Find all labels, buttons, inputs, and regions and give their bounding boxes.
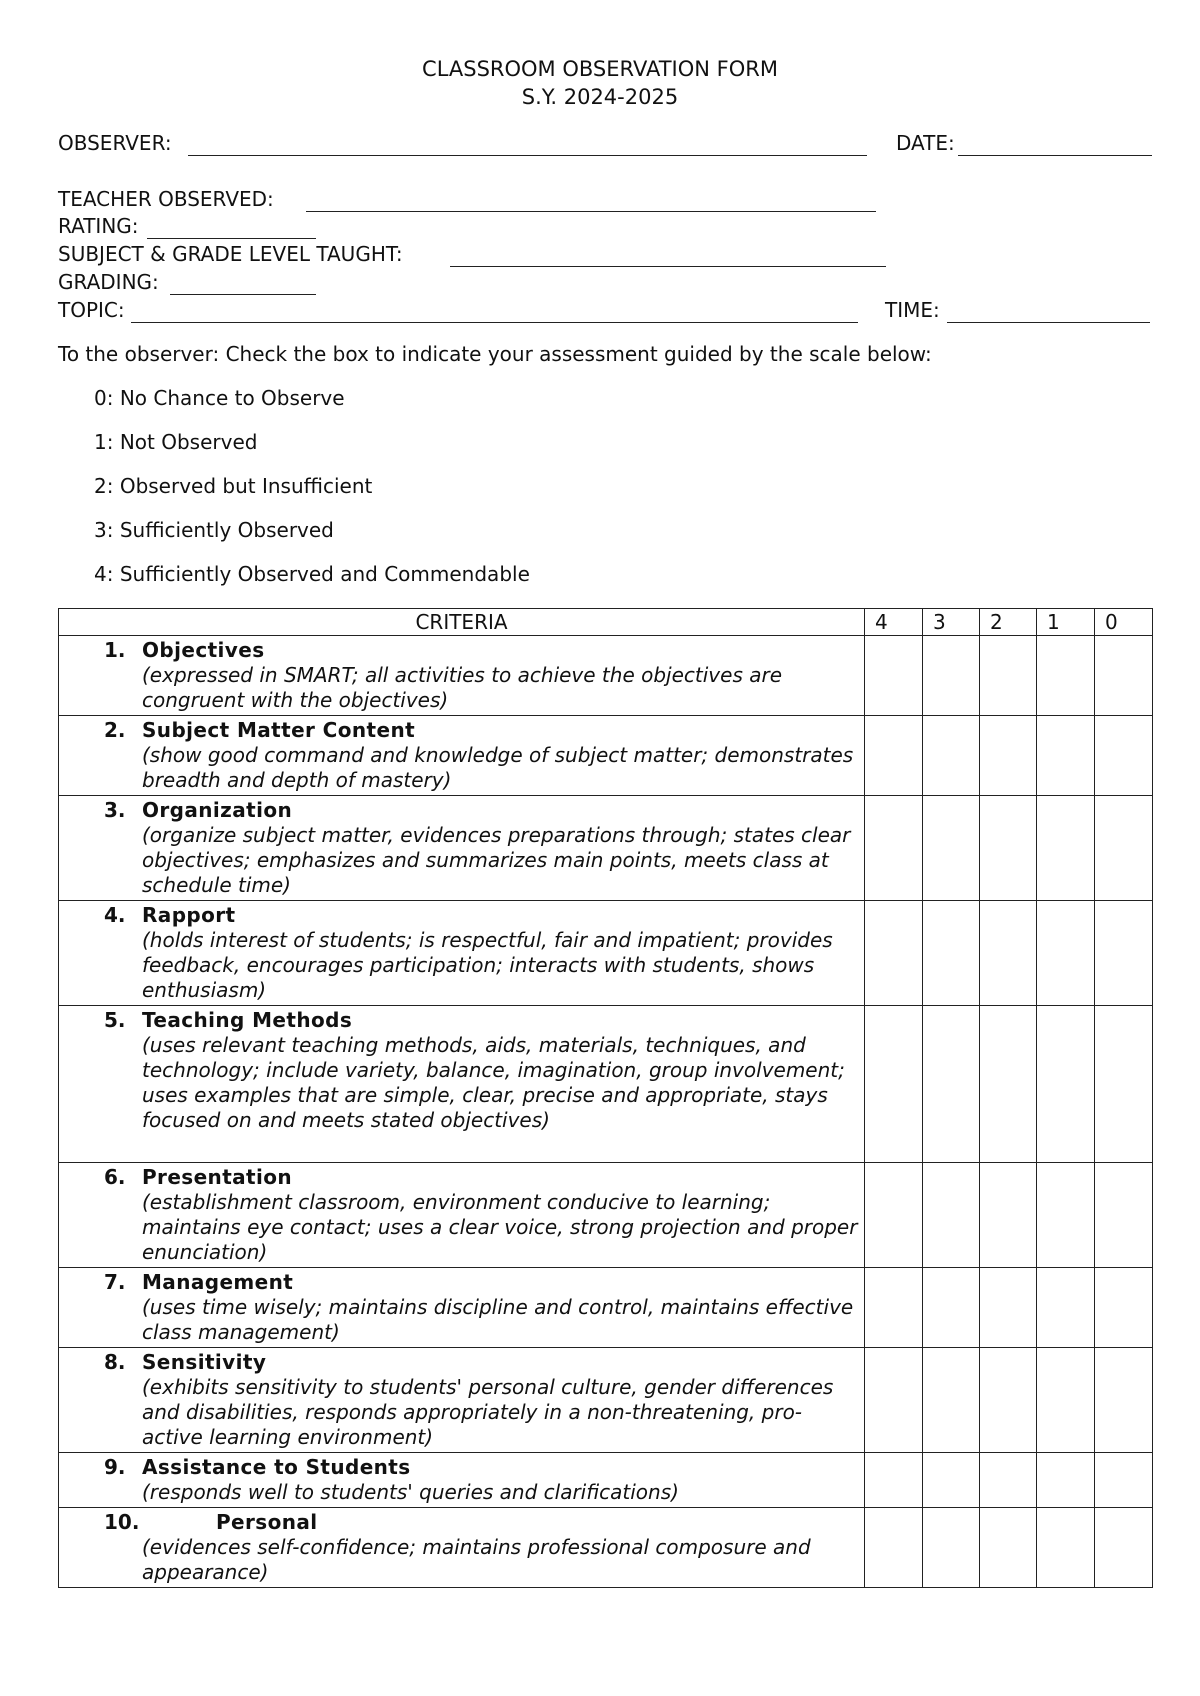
score-checkbox-4[interactable] [865,1348,923,1453]
criteria-row [59,1508,1153,1588]
score-checkbox-2[interactable] [980,1268,1037,1348]
criterion-description: (exhibits sensitivity to students' personal culture, gender differences and disabilities, responds appropriately in a non-threatening, pro-active learning environment) [142,1375,834,1449]
criterion-name: Objectives [142,638,265,662]
criteria-row [59,796,1153,901]
criteria-row [59,1163,1153,1268]
criterion-number: 9. [104,1455,126,1479]
topic-field[interactable] [131,322,858,323]
score-checkbox-4[interactable] [865,901,923,1006]
criterion-name: Organization [142,798,293,822]
score-checkbox-3[interactable] [923,796,980,901]
score-checkbox-4[interactable] [865,1453,923,1508]
score-checkbox-1[interactable] [1037,1508,1095,1588]
criterion-number: 6. [104,1165,126,1189]
grading-label: GRADING: [58,270,159,294]
score-checkbox-4[interactable] [865,1508,923,1588]
criterion-description: (uses time wisely; maintains discipline and control, maintains effective class management) [142,1295,854,1344]
score-checkbox-0[interactable] [1095,901,1153,1006]
criteria-row [59,1453,1153,1508]
criterion-name: Sensitivity [142,1350,267,1374]
grading-field[interactable] [170,294,316,295]
teacher-observed-field[interactable] [306,211,876,212]
score-checkbox-4[interactable] [865,1006,923,1163]
score-checkbox-2[interactable] [980,1508,1037,1588]
instructions-text: To the observer: Check the box to indicate your assessment guided by the scale below: [58,342,932,366]
school-year: S.Y. 2024-2025 [521,85,679,109]
score-checkbox-2[interactable] [980,1348,1037,1453]
criterion-cell [59,1453,865,1508]
teacher-observed-label: TEACHER OBSERVED: [58,187,274,211]
criterion-number: 7. [104,1270,126,1294]
score-checkbox-1[interactable] [1037,716,1095,796]
score-checkbox-2[interactable] [980,716,1037,796]
score-checkbox-3[interactable] [923,901,980,1006]
criterion-cell [59,636,865,716]
criterion-cell [59,901,865,1006]
criterion-name: Presentation [142,1165,293,1189]
scale-item: 3: Sufficiently Observed [94,518,334,542]
criteria-row [59,636,1153,716]
criterion-cell [59,1006,865,1163]
criteria-header: CRITERIA [59,609,865,636]
score-checkbox-3[interactable] [923,1508,980,1588]
scale-item: 1: Not Observed [94,430,258,454]
score-header-2: 2 [980,609,1037,636]
criterion-description: (evidences self-confidence; maintains professional composure and appearance) [142,1535,811,1584]
criterion-number: 10. [104,1510,140,1534]
score-header-1: 1 [1037,609,1095,636]
score-checkbox-1[interactable] [1037,796,1095,901]
criterion-name: Teaching Methods [142,1008,353,1032]
time-label: TIME: [885,298,940,322]
score-checkbox-1[interactable] [1037,1268,1095,1348]
date-field[interactable] [958,155,1152,156]
score-checkbox-2[interactable] [980,1006,1037,1163]
score-checkbox-1[interactable] [1037,901,1095,1006]
criteria-row [59,716,1153,796]
score-checkbox-1[interactable] [1037,1348,1095,1453]
criterion-name: Assistance to Students [142,1455,411,1479]
score-header-4: 4 [865,609,923,636]
score-checkbox-0[interactable] [1095,1006,1153,1163]
score-checkbox-4[interactable] [865,636,923,716]
criterion-cell [59,1163,865,1268]
criterion-description: (organize subject matter, evidences preparations through; states clear objectives; emphasizes and summarizes main points, meets class at schedule time) [142,823,851,897]
score-checkbox-4[interactable] [865,796,923,901]
score-checkbox-2[interactable] [980,901,1037,1006]
score-checkbox-4[interactable] [865,1163,923,1268]
score-checkbox-3[interactable] [923,1163,980,1268]
criterion-description: (show good command and knowledge of subject matter; demonstrates breadth and depth of mastery) [142,743,854,792]
criterion-cell [59,1268,865,1348]
criteria-row [59,1006,1153,1163]
subject-grade-field[interactable] [450,266,886,267]
topic-label: TOPIC: [58,298,125,322]
criterion-description: (establishment classroom, environment conducive to learning; maintains eye contact; uses a clear voice, strong projection and proper enunciation) [142,1190,858,1264]
score-checkbox-2[interactable] [980,1163,1037,1268]
form-title: CLASSROOM OBSERVATION FORM [422,57,778,81]
score-checkbox-2[interactable] [980,796,1037,901]
criterion-description: (responds well to students' queries and clarifications) [142,1480,679,1504]
score-checkbox-4[interactable] [865,716,923,796]
criterion-cell [59,1508,865,1588]
time-field[interactable] [947,322,1150,323]
criterion-name: Management [142,1270,294,1294]
criterion-number: 2. [104,718,126,742]
score-checkbox-3[interactable] [923,1006,980,1163]
criterion-description: (expressed in SMART; all activities to achieve the objectives are congruent with the objectives) [142,663,782,712]
criterion-cell [59,796,865,901]
score-checkbox-0[interactable] [1095,716,1153,796]
observer-label: OBSERVER: [58,131,172,155]
score-checkbox-1[interactable] [1037,636,1095,716]
score-checkbox-1[interactable] [1037,1006,1095,1163]
score-checkbox-0[interactable] [1095,1453,1153,1508]
score-checkbox-3[interactable] [923,636,980,716]
score-checkbox-4[interactable] [865,1268,923,1348]
criterion-description: (uses relevant teaching methods, aids, materials, techniques, and technology; include variety, balance, imagination, group involvement; uses examples that are simple, clear, precise and appropriate, stays focused on and meets stated objectives) [142,1033,845,1132]
score-checkbox-0[interactable] [1095,1163,1153,1268]
date-label: DATE: [896,131,955,155]
criterion-cell [59,1348,865,1453]
score-checkbox-2[interactable] [980,1453,1037,1508]
score-checkbox-1[interactable] [1037,1163,1095,1268]
criteria-row [59,1268,1153,1348]
score-checkbox-0[interactable] [1095,1268,1153,1348]
criterion-number: 8. [104,1350,126,1374]
criterion-number: 3. [104,798,126,822]
criterion-number: 4. [104,903,126,927]
criterion-name: Personal [216,1510,318,1534]
criterion-name: Rapport [142,903,236,927]
score-header-3: 3 [923,609,980,636]
criterion-name: Subject Matter Content [142,718,416,742]
score-checkbox-3[interactable] [923,716,980,796]
criterion-description: (holds interest of students; is respectful, fair and impatient; provides feedback, encourages participation; interacts with students, shows enthusiasm) [142,928,833,1002]
rating-label: RATING: [58,214,139,238]
score-checkbox-2[interactable] [980,636,1037,716]
score-checkbox-0[interactable] [1095,1508,1153,1588]
criterion-cell [59,716,865,796]
score-checkbox-3[interactable] [923,1268,980,1348]
rating-field[interactable] [147,238,316,239]
scale-item: 0: No Chance to Observe [94,386,345,410]
subject-grade-label: SUBJECT & GRADE LEVEL TAUGHT: [58,242,403,266]
score-checkbox-0[interactable] [1095,796,1153,901]
score-checkbox-0[interactable] [1095,636,1153,716]
criteria-row [59,901,1153,1006]
criteria-header-row [59,609,1153,636]
criteria-table [58,608,1153,1588]
score-checkbox-3[interactable] [923,1453,980,1508]
score-checkbox-0[interactable] [1095,1348,1153,1453]
criterion-number: 5. [104,1008,126,1032]
score-checkbox-1[interactable] [1037,1453,1095,1508]
scale-item: 2: Observed but Insufficient [94,474,373,498]
score-header-0: 0 [1095,609,1153,636]
score-checkbox-3[interactable] [923,1348,980,1453]
scale-item: 4: Sufficiently Observed and Commendable [94,562,530,586]
criteria-row [59,1348,1153,1453]
criterion-number: 1. [104,638,126,662]
observer-field[interactable] [188,155,867,156]
